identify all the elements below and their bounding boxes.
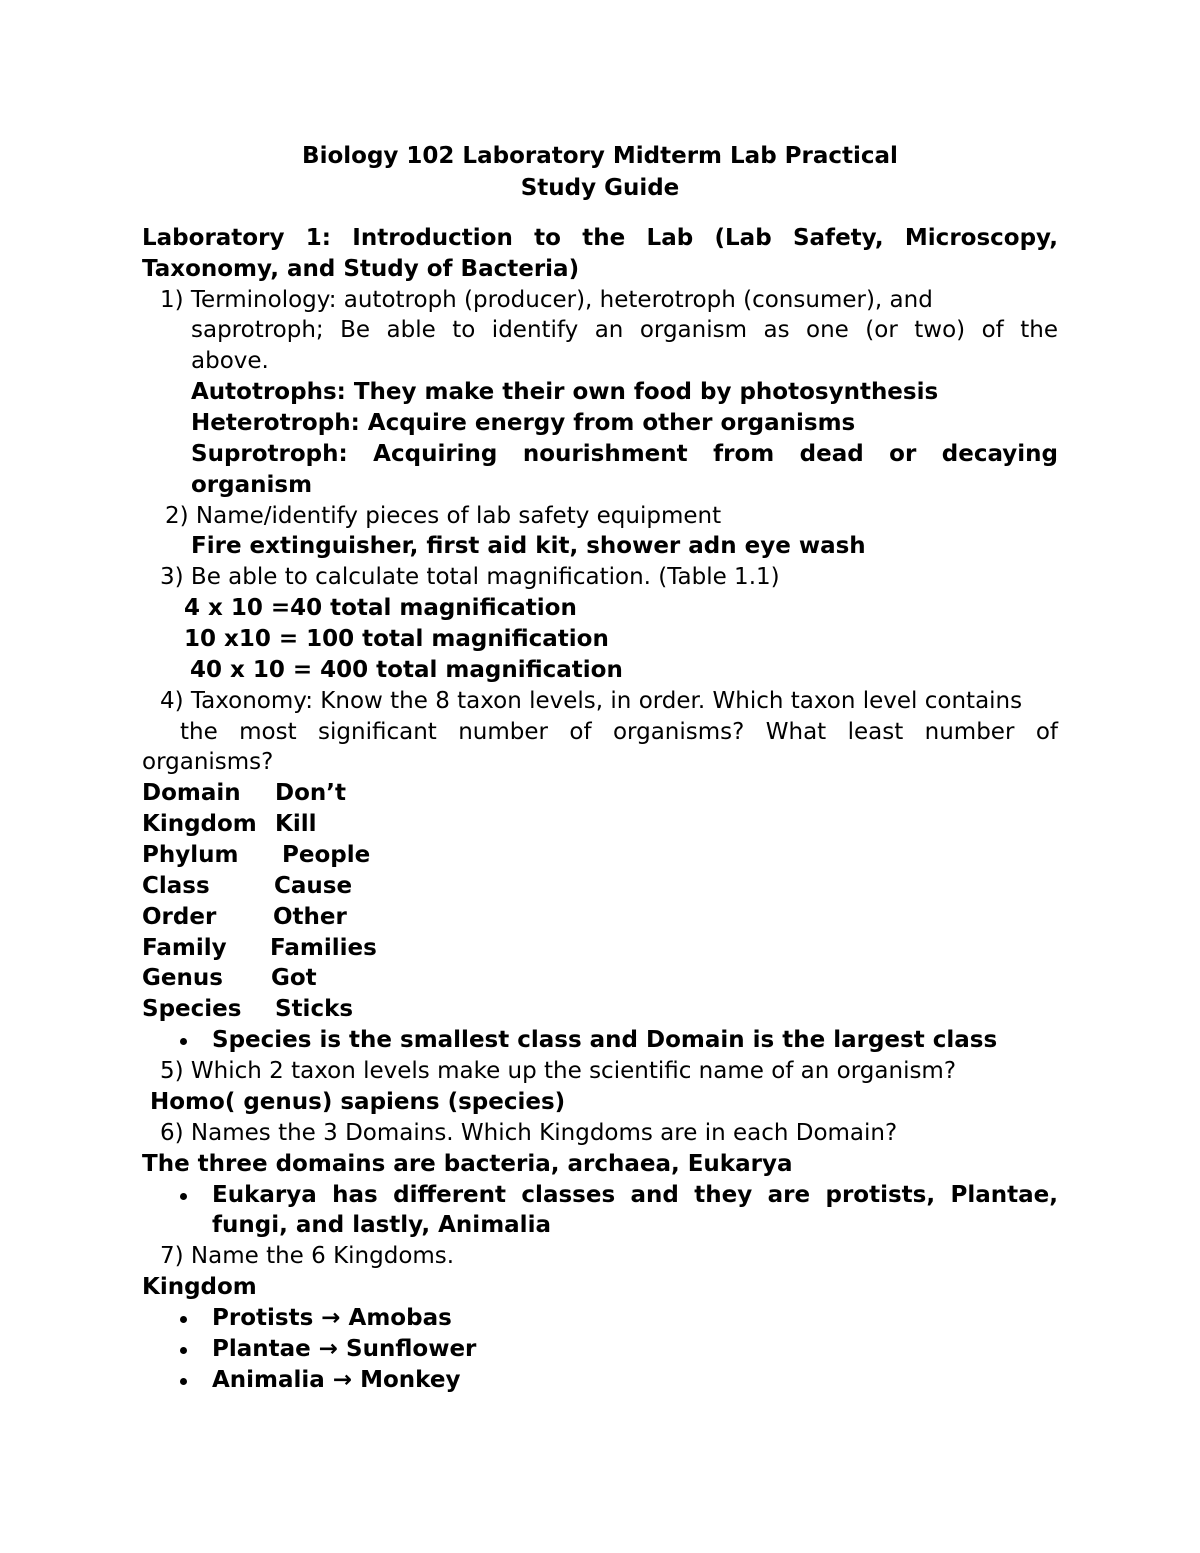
q7-line1: 7) Name the 6 Kingdoms. — [160, 1243, 455, 1269]
taxon-level: Kingdom — [142, 811, 257, 837]
kingdom-list-item: Plantae → Sunflower — [212, 1336, 477, 1362]
q4-line1: 4) Taxonomy: Know the 8 taxon levels, in order. Which taxon level contains — [160, 688, 1023, 714]
q1-answer-heterotroph: Heterotroph: Acquire energy from other organisms — [191, 410, 856, 436]
bullet-icon — [180, 1193, 187, 1200]
q2-answer: Fire extinguisher, first aid kit, shower adn eye wash — [191, 533, 866, 559]
kingdom-list-item: Animalia → Monkey — [212, 1367, 461, 1393]
bullet-icon — [180, 1316, 187, 1323]
taxon-mnemonic: Sticks — [275, 996, 354, 1022]
q5-answer: Homo( genus) sapiens (species) — [150, 1089, 566, 1115]
document-subtitle: Study Guide — [520, 175, 680, 201]
lab1-heading-line2: Taxonomy, and Study of Bacteria) — [142, 256, 580, 282]
taxon-level: Order — [142, 904, 217, 930]
document-title: Biology 102 Laboratory Midterm Lab Practical — [302, 143, 898, 169]
q1-answer-suprotroph-line1: Suprotroph: Acquiring nourishment from dead or decaying — [191, 441, 1058, 467]
q7-kingdom-heading: Kingdom — [142, 1274, 257, 1300]
q1-answer-autotrophs: Autotrophs: They make their own food by photosynthesis — [191, 379, 939, 405]
q6-answer: The three domains are bacteria, archaea, Eukarya — [142, 1151, 793, 1177]
q3-line1: 3) Be able to calculate total magnification. (Table 1.1) — [160, 564, 780, 590]
taxon-mnemonic: Don’t — [275, 780, 346, 806]
taxon-level: Phylum — [142, 842, 239, 868]
q2-line1: 2) Name/identify pieces of lab safety equipment — [165, 503, 722, 529]
taxon-mnemonic: Kill — [275, 811, 317, 837]
q6-bullet-line2: fungi, and lastly, Animalia — [212, 1212, 551, 1238]
taxon-level: Class — [142, 873, 210, 899]
q3-answer-2: 10 x10 = 100 total magnification — [184, 626, 609, 652]
q6-bullet-line1: Eukarya has different classes and they are protists, Plantae, — [212, 1182, 1058, 1208]
bullet-icon — [180, 1378, 187, 1385]
q4-bullet: Species is the smallest class and Domain is the largest class — [212, 1027, 998, 1053]
kingdom-list-item: Protists → Amobas — [212, 1305, 452, 1331]
q4-line3: organisms? — [142, 749, 274, 775]
q1-answer-suprotroph-line2: organism — [191, 472, 313, 498]
taxon-mnemonic: Cause — [274, 873, 353, 899]
taxon-level: Species — [142, 996, 242, 1022]
taxon-mnemonic: Other — [273, 904, 347, 930]
taxon-mnemonic: People — [282, 842, 371, 868]
taxon-level: Family — [142, 935, 227, 961]
q3-answer-1: 4 x 10 =40 total magnification — [184, 595, 577, 621]
taxon-level: Domain — [142, 780, 241, 806]
bullet-icon — [180, 1347, 187, 1354]
q3-answer-3: 40 x 10 = 400 total magnification — [190, 657, 623, 683]
q5-line1: 5) Which 2 taxon levels make up the scientific name of an organism? — [160, 1058, 957, 1084]
q1-line1: 1) Terminology: autotroph (producer), heterotroph (consumer), and — [160, 287, 933, 313]
taxon-mnemonic: Got — [271, 965, 317, 991]
q4-line2: the most significant number of organisms? What least number of — [180, 719, 1058, 745]
bullet-icon — [180, 1038, 187, 1045]
q1-line2: saprotroph; Be able to identify an organism as one (or two) of the — [191, 317, 1058, 343]
q6-line1: 6) Names the 3 Domains. Which Kingdoms are in each Domain? — [160, 1120, 898, 1146]
q1-line3: above. — [191, 348, 269, 374]
lab1-heading-line1: Laboratory 1: Introduction to the Lab (Lab Safety, Microscopy, — [142, 225, 1058, 251]
taxon-mnemonic: Families — [270, 935, 377, 961]
taxon-level: Genus — [142, 965, 223, 991]
